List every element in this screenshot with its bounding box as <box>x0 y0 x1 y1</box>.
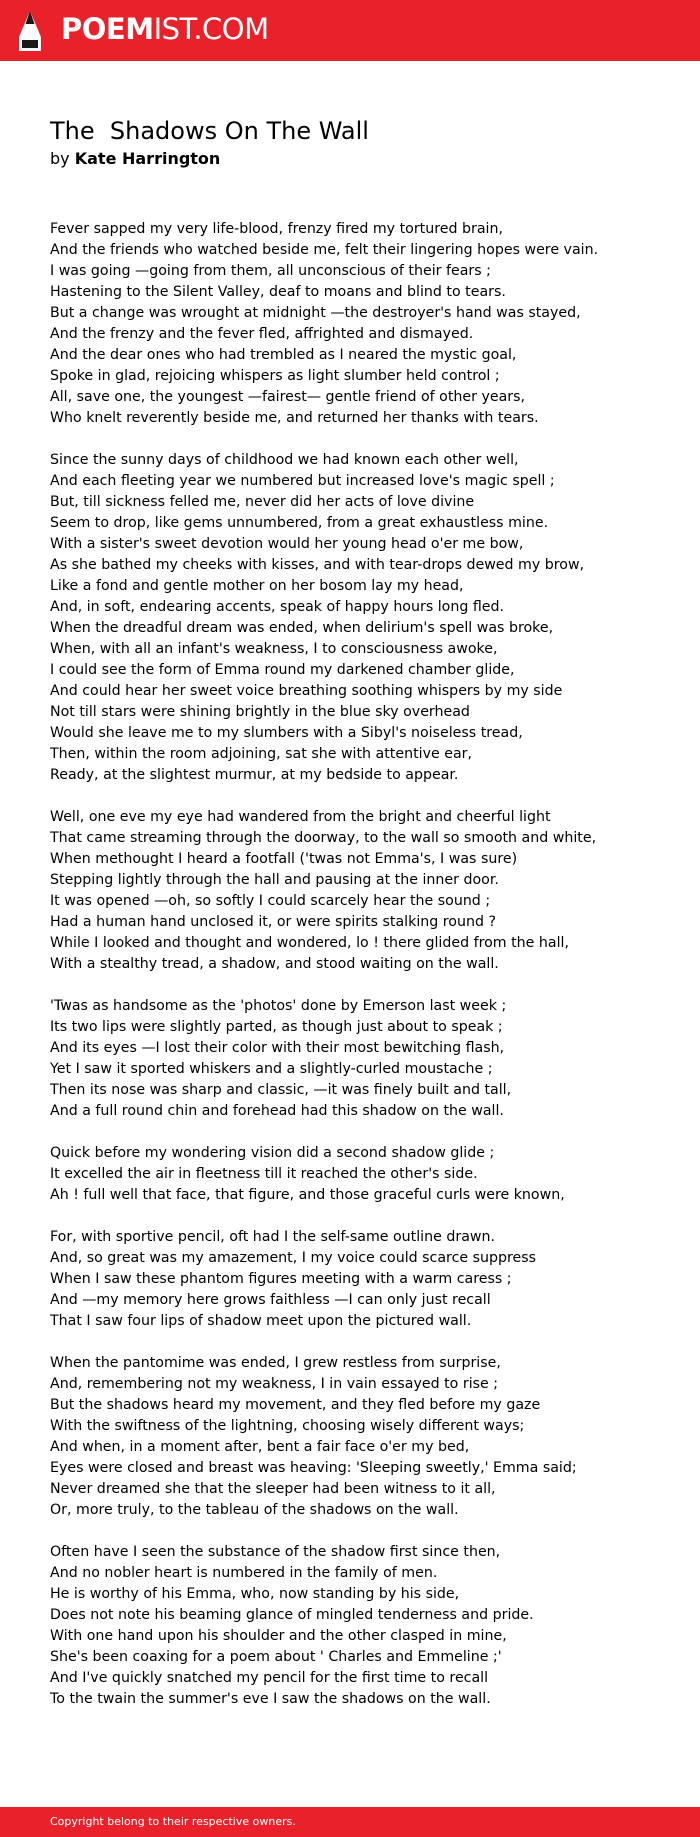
poem-stanza <box>50 1143 650 1206</box>
site-footer <box>0 1807 700 1837</box>
logo-thin-text: IST.COM <box>153 12 269 46</box>
poem-line: Like a fond and gentle mother on her bosom lay my head, <box>50 578 464 594</box>
poem-line: And, remembering not my weakness, I in vain essayed to rise ; <box>50 1376 499 1392</box>
poem-line: Ah ! full well that face, that figure, and those graceful curls were known, <box>50 1187 565 1203</box>
poem-title: The Shadows On The Wall <box>50 117 369 145</box>
poem-line: Well, one eve my eye had wandered from the bright and cheerful light <box>50 809 551 825</box>
poem-line: When I saw these phantom figures meeting with a warm caress ; <box>50 1271 512 1287</box>
poem-line: When the dreadful dream was ended, when delirium's spell was broke, <box>50 620 554 636</box>
poem-line: That came streaming through the doorway, to the wall so smooth and white, <box>50 830 597 846</box>
poem-line: I was going —going from them, all unconscious of their fears ; <box>50 263 491 279</box>
poem-line: And its eyes —I lost their color with their most bewitching flash, <box>50 1040 505 1056</box>
poem-line: With a stealthy tread, a shadow, and stood waiting on the wall. <box>50 956 499 972</box>
pen-nib-icon[interactable] <box>18 10 42 52</box>
poem-line: And the dear ones who had trembled as I neared the mystic goal, <box>50 347 517 363</box>
site-logo[interactable] <box>61 11 269 47</box>
poem-body <box>50 219 650 1731</box>
poem-line: Eyes were closed and breast was heaving: 'Sleeping sweetly,' Emma said; <box>50 1460 577 1476</box>
poem-byline <box>50 148 220 170</box>
poem-stanza <box>50 807 650 975</box>
by-label: by <box>50 149 70 168</box>
poem-line: And, in soft, endearing accents, speak of happy hours long fled. <box>50 599 505 615</box>
poem-line: Quick before my wondering vision did a second shadow glide ; <box>50 1145 495 1161</box>
poem-line: Stepping lightly through the hall and pausing at the inner door. <box>50 872 499 888</box>
poem-line: It excelled the air in fleetness till it reached the other's side. <box>50 1166 478 1182</box>
poem-stanza <box>50 1227 650 1332</box>
poem-line: While I looked and thought and wondered, lo ! there glided from the hall, <box>50 935 569 951</box>
poem-line: Spoke in glad, rejoicing whispers as light slumber held control ; <box>50 368 500 384</box>
poem-line: He is worthy of his Emma, who, now standing by his side, <box>50 1586 460 1602</box>
poem-line: It was opened —oh, so softly I could scarcely hear the sound ; <box>50 893 491 909</box>
poem-line: Then its nose was sharp and classic, —it was finely built and tall, <box>50 1082 512 1098</box>
poem-line: When, with all an infant's weakness, I to consciousness awoke, <box>50 641 498 657</box>
poem-line: Seem to drop, like gems unnumbered, from a great exhaustless mine. <box>50 515 549 531</box>
poem-line: And the friends who watched beside me, felt their lingering hopes were vain. <box>50 242 599 258</box>
poem-line: Would she leave me to my slumbers with a Sibyl's noiseless tread, <box>50 725 523 741</box>
poem-line: And, so great was my amazement, I my voice could scarce suppress <box>50 1250 537 1266</box>
poem-line: To the twain the summer's eve I saw the shadows on the wall. <box>50 1691 491 1707</box>
poem-line: Who knelt reverently beside me, and returned her thanks with tears. <box>50 410 539 426</box>
poem-line: And could hear her sweet voice breathing soothing whispers by my side <box>50 683 563 699</box>
poem-line: And the frenzy and the fever fled, affrighted and dismayed. <box>50 326 474 342</box>
logo-bold-text: POEM <box>61 12 154 46</box>
poem-line: She's been coaxing for a poem about ' Charles and Emmeline ;' <box>50 1649 502 1665</box>
poem-line: But the shadows heard my movement, and they fled before my gaze <box>50 1397 541 1413</box>
poem-line: Or, more truly, to the tableau of the shadows on the wall. <box>50 1502 459 1518</box>
poem-line: Fever sapped my very life-blood, frenzy fired my tortured brain, <box>50 221 503 237</box>
poem-line: Then, within the room adjoining, sat she with attentive ear, <box>50 746 472 762</box>
poem-line: I could see the form of Emma round my darkened chamber glide, <box>50 662 515 678</box>
poem-line: With one hand upon his shoulder and the other clasped in mine, <box>50 1628 507 1644</box>
poem-line: Since the sunny days of childhood we had known each other well, <box>50 452 519 468</box>
poem-line: And I've quickly snatched my pencil for the first time to recall <box>50 1670 489 1686</box>
poem-author: Kate Harrington <box>74 149 221 168</box>
poem-line: Not till stars were shining brightly in the blue sky overhead <box>50 704 470 720</box>
poem-line: Often have I seen the substance of the shadow first since then, <box>50 1544 501 1560</box>
poem-line: And —my memory here grows faithless —I can only just recall <box>50 1292 491 1308</box>
poem-line: With the swiftness of the lightning, choosing wisely different ways; <box>50 1418 525 1434</box>
poem-line: Yet I saw it sported whiskers and a slightly-curled moustache ; <box>50 1061 493 1077</box>
site-header <box>0 0 700 61</box>
poem-line: Had a human hand unclosed it, or were spirits stalking round ? <box>50 914 497 930</box>
poem-line: With a sister's sweet devotion would her young head o'er me bow, <box>50 536 524 552</box>
poem-line: And when, in a moment after, bent a fair face o'er my bed, <box>50 1439 470 1455</box>
poem-line: When the pantomime was ended, I grew restless from surprise, <box>50 1355 501 1371</box>
poem-line: But a change was wrought at midnight —the destroyer's hand was stayed, <box>50 305 581 321</box>
poem-line: That I saw four lips of shadow meet upon the pictured wall. <box>50 1313 472 1329</box>
poem-line: As she bathed my cheeks with kisses, and with tear-drops dewed my brow, <box>50 557 585 573</box>
poem-line: And each fleeting year we numbered but increased love's magic spell ; <box>50 473 555 489</box>
poem-line: And no nobler heart is numbered in the family of men. <box>50 1565 438 1581</box>
poem-line: Hastening to the Silent Valley, deaf to moans and blind to tears. <box>50 284 506 300</box>
poem-line: When methought I heard a footfall ('twas not Emma's, I was sure) <box>50 851 518 867</box>
poem-stanza <box>50 219 650 429</box>
poem-line: Never dreamed she that the sleeper had been witness to it all, <box>50 1481 496 1497</box>
poem-line: For, with sportive pencil, oft had I the self-same outline drawn. <box>50 1229 495 1245</box>
poem-line: But, till sickness felled me, never did her acts of love divine <box>50 494 475 510</box>
poem-stanza <box>50 996 650 1122</box>
poem-line: Ready, at the slightest murmur, at my bedside to appear. <box>50 767 459 783</box>
poem-line: Does not note his beaming glance of mingled tenderness and pride. <box>50 1607 534 1623</box>
poem-stanza <box>50 1353 650 1521</box>
poem-stanza <box>50 450 650 786</box>
copyright-text: Copyright belong to their respective owners. <box>50 1815 296 1828</box>
poem-line: Its two lips were slightly parted, as though just about to speak ; <box>50 1019 503 1035</box>
poem-line: And a full round chin and forehead had this shadow on the wall. <box>50 1103 504 1119</box>
poem-line: All, save one, the youngest —fairest— gentle friend of other years, <box>50 389 526 405</box>
poem-line: 'Twas as handsome as the 'photos' done by Emerson last week ; <box>50 998 507 1014</box>
poem-stanza <box>50 1542 650 1710</box>
